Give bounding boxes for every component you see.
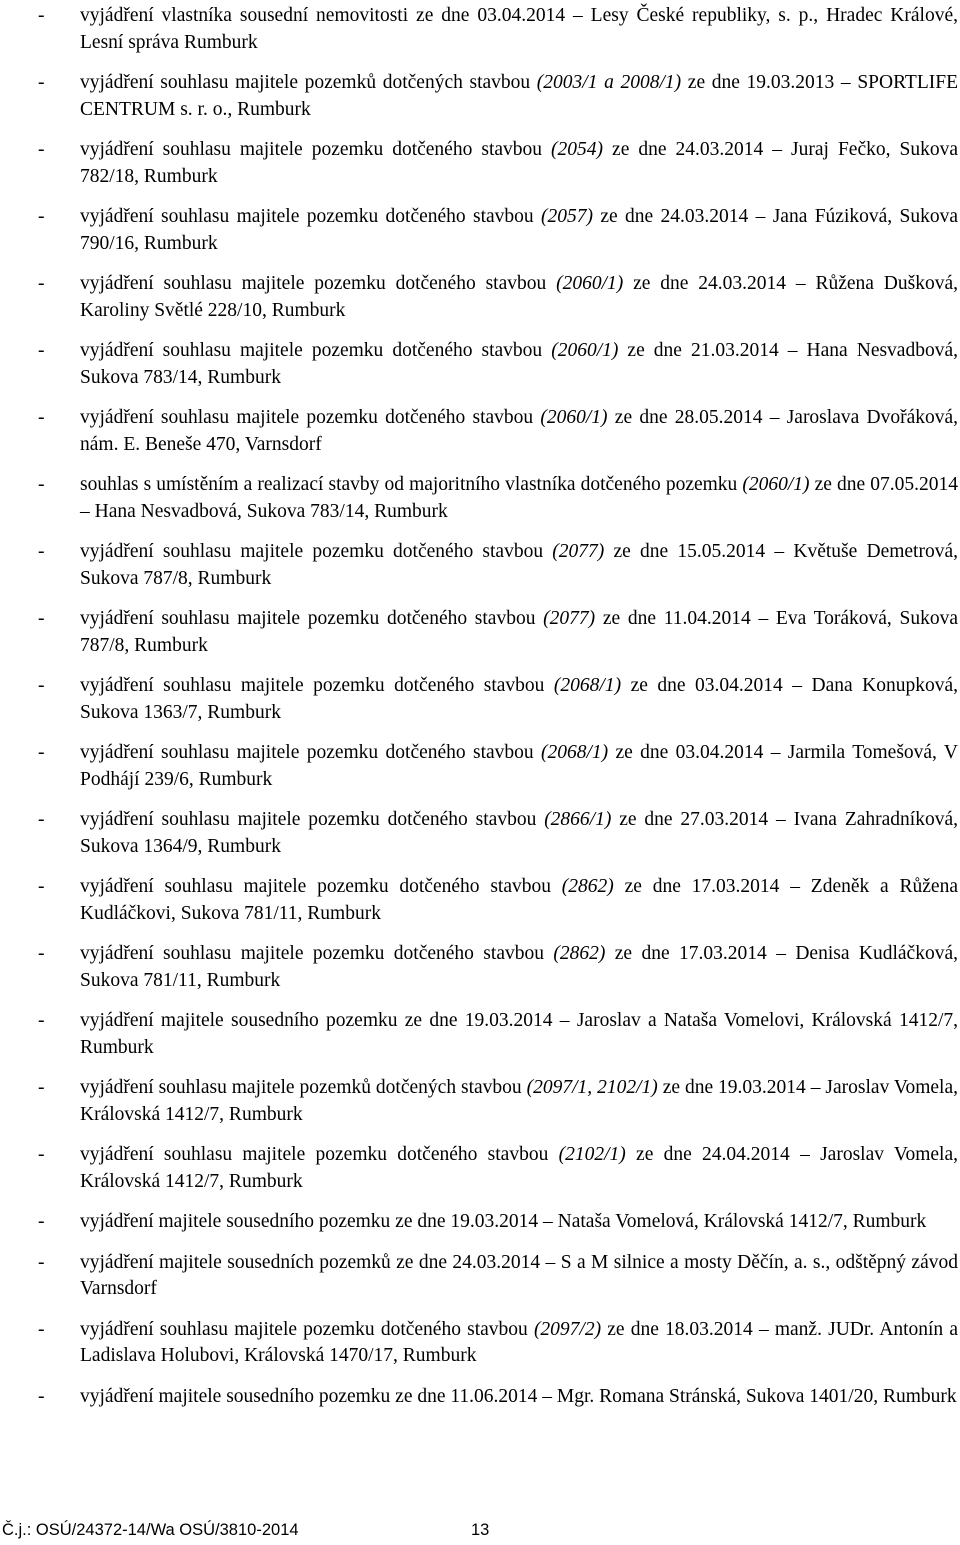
list-item <box>0 271 958 324</box>
list-bullet-dash: - <box>38 340 45 361</box>
parcel-numbers: (2060/1) <box>742 474 810 495</box>
list-item <box>0 1209 958 1236</box>
item-text-rest: ze dne 03.04.2014 – Dana Konupková, Sukova 1363/7, Rumburk <box>80 675 958 723</box>
parcel-numbers: (2862) <box>553 943 606 964</box>
item-text-rest: ze dne 21.03.2014 – Hana Nesvadbová, Sukova 783/14, Rumburk <box>80 340 958 388</box>
list-item <box>0 1250 958 1303</box>
list-bullet-dash: - <box>38 1318 45 1340</box>
item-text: vyjádření souhlasu majitele pozemku dotčeného stavbou <box>80 1144 559 1165</box>
item-text: vyjádření souhlasu majitele pozemku dotčeného stavbou <box>80 541 553 562</box>
list-item <box>0 1142 958 1195</box>
parcel-numbers: (2866/1) <box>544 809 612 830</box>
list-bullet-dash: - <box>38 1251 45 1273</box>
item-text-rest: ze dne 19.03.2014 – Jaroslav Vomela, Královská 1412/7, Rumburk <box>80 1077 958 1125</box>
list-bullet-dash: - <box>38 407 45 428</box>
item-text: vyjádření souhlasu majitele pozemků dotčených stavbou <box>80 1077 527 1098</box>
parcel-numbers: (2054) <box>551 139 604 160</box>
item-text: vyjádření souhlasu majitele pozemku dotčeného stavbou <box>80 742 541 763</box>
item-text-rest: ze dne 28.05.2014 – Jaroslava Dvořáková, nám. E. Beneše 470, Varnsdorf <box>80 407 958 455</box>
parcel-numbers: (2077) <box>552 541 605 562</box>
item-text-rest: ze dne 24.03.2014 – Juraj Fečko, Sukova 782/18, Rumburk <box>80 139 958 187</box>
list-bullet-dash: - <box>38 1211 45 1232</box>
list-bullet-dash: - <box>38 1077 45 1098</box>
list-bullet-dash: - <box>38 742 45 763</box>
item-text: vyjádření vlastníka sousední nemovitosti ze dne 03.04.2014 – Lesy České republiky, s. p., Hradec Králové, Lesní správa Rumburk <box>80 5 958 53</box>
item-text-rest: ze dne 17.03.2014 – Denisa Kudláčková, Sukova 781/11, Rumburk <box>80 943 958 991</box>
list-item <box>0 338 958 391</box>
list-item <box>0 1317 958 1370</box>
list-item <box>0 405 958 458</box>
parcel-numbers: (2097/2) <box>533 1318 602 1340</box>
list-bullet-dash: - <box>38 608 45 629</box>
list-bullet-dash: - <box>38 809 45 830</box>
list-item <box>0 1075 958 1128</box>
item-text: vyjádření majitele sousedního pozemku ze dne 19.03.2014 – Jaroslav a Nataša Vomelovi, Královská 1412/7, Rumburk <box>80 1010 958 1058</box>
list-bullet-dash: - <box>38 139 45 160</box>
item-text: vyjádření souhlasu majitele pozemku dotčeného stavbou <box>80 407 541 428</box>
item-text-rest: ze dne 15.05.2014 – Květuše Demetrová, Sukova 787/8, Rumburk <box>80 541 958 589</box>
list-item <box>0 673 958 726</box>
parcel-numbers: (2060/1) <box>551 340 619 361</box>
parcel-numbers: (2068/1) <box>541 742 609 763</box>
item-text: vyjádření souhlasu majitele pozemku dotčeného stavbou <box>80 943 554 964</box>
item-text: souhlas s umístěním a realizací stavby od majoritního vlastníka dotčeného pozemku <box>80 474 743 495</box>
item-text-rest: ze dne 19.03.2013 – SPORTLIFE CENTRUM s. r. o., Rumburk <box>80 72 958 120</box>
list-item <box>0 807 958 860</box>
list-bullet-dash: - <box>38 876 45 897</box>
parcel-numbers: (2077) <box>543 608 596 629</box>
parcel-numbers: (2003/1 a 2008/1) <box>536 72 682 93</box>
list-item <box>0 204 958 257</box>
item-text: vyjádření souhlasu majitele pozemku dotčeného stavbou <box>80 608 544 629</box>
list-bullet-dash: - <box>38 943 45 964</box>
list-bullet-dash: - <box>38 541 45 562</box>
page-number: 13 <box>471 1521 490 1539</box>
list-item <box>0 1008 958 1061</box>
list-item <box>0 539 958 592</box>
file-reference: Č.j.: OSÚ/24372-14/Wa OSÚ/3810-2014 <box>2 1521 299 1539</box>
list-bullet-dash: - <box>38 273 45 294</box>
item-text: vyjádření souhlasu majitele pozemku dotčeného stavbou <box>80 139 552 160</box>
item-text: vyjádření majitele sousedního pozemku ze dne 19.03.2014 – Nataša Vomelová, Královská 1412/7, Rumburk <box>80 1211 927 1232</box>
list-item <box>0 472 958 525</box>
list-bullet-dash: - <box>38 1010 45 1031</box>
item-text-rest: ze dne 24.04.2014 – Jaroslav Vomela, Královská 1412/7, Rumburk <box>80 1144 958 1192</box>
list-bullet-dash: - <box>38 5 45 26</box>
item-text-rest: ze dne 07.05.2014 – Hana Nesvadbová, Sukova 783/14, Rumburk <box>80 474 958 522</box>
list-item <box>0 874 958 927</box>
list-of-statements <box>0 3 960 1424</box>
item-text: vyjádření majitele sousedního pozemku ze dne 11.06.2014 – Mgr. Romana Stránská, Sukova 1401/20, Rumburk <box>80 1385 957 1407</box>
list-bullet-dash: - <box>38 72 45 93</box>
list-bullet-dash: - <box>38 1144 45 1165</box>
item-text-rest: ze dne 24.03.2014 – Jana Fúziková, Sukova 790/16, Rumburk <box>80 206 958 254</box>
list-item <box>0 606 958 659</box>
item-text: vyjádření souhlasu majitele pozemku dotčeného stavbou <box>80 206 542 227</box>
parcel-numbers: (2097/1, 2102/1) <box>526 1077 658 1098</box>
item-text-rest: ze dne 11.04.2014 – Eva Toráková, Sukova 787/8, Rumburk <box>80 608 959 656</box>
item-text: vyjádření souhlasu majitele pozemku dotčeného stavbou <box>80 273 557 294</box>
parcel-numbers: (2068/1) <box>553 675 622 696</box>
list-item <box>0 137 958 190</box>
list-bullet-dash: - <box>38 474 45 495</box>
list-item <box>0 941 958 994</box>
list-bullet-dash: - <box>38 206 45 227</box>
item-text-rest: ze dne 18.03.2014 – manž. JUDr. Antonín a Ladislava Holubovi, Královská 1470/17, Rumburk <box>80 1318 958 1366</box>
list-item <box>0 740 958 793</box>
item-text-rest: ze dne 03.04.2014 – Jarmila Tomešová, V Podhájí 239/6, Rumburk <box>80 742 958 790</box>
parcel-numbers: (2060/1) <box>556 273 624 294</box>
item-text-rest: ze dne 24.03.2014 – Růžena Dušková, Karoliny Světlé 228/10, Rumburk <box>80 273 959 321</box>
item-text: vyjádření majitele sousedních pozemků ze dne 24.03.2014 – S a M silnice a mosty Děčín, a. s., odštěpný závod Varnsdorf <box>80 1251 958 1299</box>
item-text: vyjádření souhlasu majitele pozemku dotčeného stavbou <box>80 809 545 830</box>
item-text-rest: ze dne 27.03.2014 – Ivana Zahradníková, Sukova 1364/9, Rumburk <box>80 809 958 857</box>
item-text: vyjádření souhlasu majitele pozemku dotčeného stavbou <box>80 1318 534 1340</box>
list-item <box>0 1384 958 1411</box>
item-text: vyjádření souhlasu majitele pozemku dotčeného stavbou <box>80 340 552 361</box>
parcel-numbers: (2862) <box>561 876 614 897</box>
list-item <box>0 70 958 123</box>
item-text: vyjádření souhlasu majitele pozemku dotčeného stavbou <box>80 675 554 696</box>
list-bullet-dash: - <box>38 1385 45 1407</box>
item-text: vyjádření souhlasu majitele pozemku dotčeného stavbou <box>80 876 562 897</box>
list-bullet-dash: - <box>38 675 45 696</box>
parcel-numbers: (2102/1) <box>558 1144 626 1165</box>
item-text: vyjádření souhlasu majitele pozemků dotčených stavbou <box>80 72 537 93</box>
parcel-numbers: (2060/1) <box>540 407 608 428</box>
page-footer <box>2 1520 490 1540</box>
item-text-rest: ze dne 17.03.2014 – Zdeněk a Růžena Kudláčkovi, Sukova 781/11, Rumburk <box>80 876 958 924</box>
list-item <box>0 3 958 56</box>
parcel-numbers: (2057) <box>541 206 594 227</box>
